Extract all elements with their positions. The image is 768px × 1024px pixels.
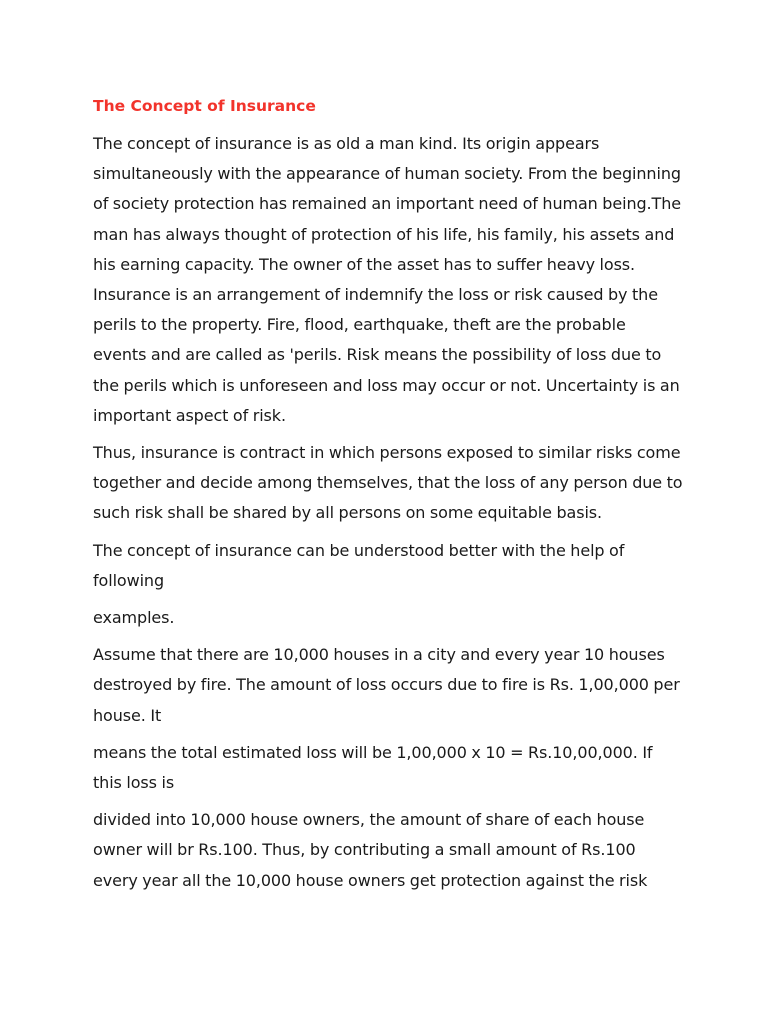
paragraph-origin-of-insurance: The concept of insurance is as old a man kind. Its origin appears simultaneously with the appearance of human society. From the beginning of society protection has remained an important need of human being.The man has always thought of protection of his life, his family, his assets and his earning capacity. The owner of the asset has to suffer heavy loss. Insurance is an arrangement of indemnify the loss or risk caused by the perils to the property. Fire, flood, earthquake, theft are the probable events and are called as 'perils. Risk means the possibility of loss due to the perils which is unforeseen and loss may occur or not. Uncertainty is an important aspect of risk.: [93, 134, 681, 425]
document-content: [93, 93, 683, 903]
paragraph-total-loss: means the total estimated loss will be 1,00,000 x 10 = Rs.10,00,000. If this loss is: [93, 742, 653, 793]
document-title: The Concept of Insurance: [93, 97, 316, 115]
paragraph-share-of-loss: divided into 10,000 house owners, the amount of share of each house owner will br Rs.100. Thus, by contributing a small amount of Rs.100 every year all the 10,000 house owners get protection against the risk: [93, 810, 648, 890]
paragraph-contract-definition: Thus, insurance is contract in which persons exposed to similar risks come together and decide among themselves, that the loss of any person due to such risk shall be shared by all persons on some equitable basis.: [93, 443, 683, 523]
paragraph-example-houses: Assume that there are 10,000 houses in a city and every year 10 houses destroyed by fire. The amount of loss occurs due to fire is Rs. 1,00,000 per house. It: [93, 645, 680, 725]
paragraph-concept-intro: The concept of insurance can be understood better with the help of following: [93, 540, 625, 590]
paragraph-examples: examples.: [93, 608, 175, 628]
